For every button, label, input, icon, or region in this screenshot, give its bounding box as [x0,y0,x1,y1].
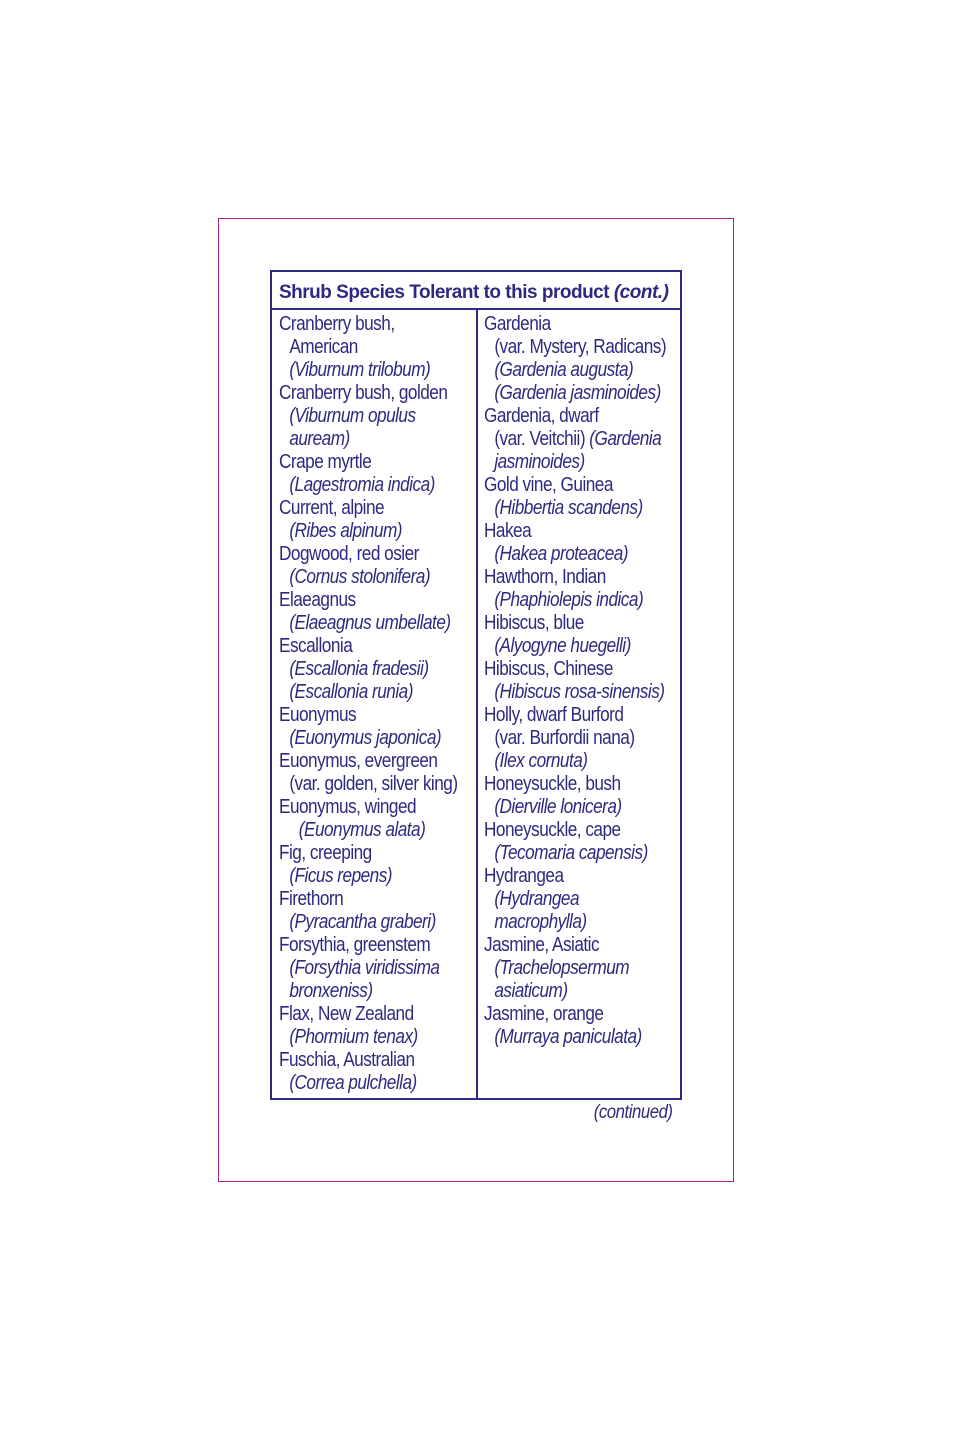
species-line-text: Euonymus, evergreen [279,750,438,772]
species-line-text: (Euonymus japonica) [289,727,442,749]
species-line-text: (Hibbertia scandens) [494,497,643,519]
species-line [279,704,448,727]
species-line-italic-text: (Gardenia [589,428,662,450]
species-line [279,336,448,359]
species-line [279,934,448,957]
table-header [272,272,680,310]
table-title-suffix: (cont.) [613,282,669,303]
species-line-text: Jasmine, orange [484,1003,604,1025]
species-line [484,750,653,773]
species-line-text: Forsythia, greenstem [279,934,431,956]
species-line [484,1003,653,1026]
species-line-text: macrophylla) [494,911,587,933]
species-line-text: (var. Burfordii nana) [494,727,635,749]
species-line-text: (var. Veitchii) [494,428,590,450]
species-line [279,957,448,980]
species-line [484,819,653,842]
species-line [484,497,653,520]
species-line [484,589,653,612]
species-line-text: (var. golden, silver king) [289,773,458,795]
species-line [484,635,653,658]
species-line-text: (Cornus stolonifera) [289,566,431,588]
species-line-text: asiaticum) [494,980,568,1002]
species-line [484,566,653,589]
species-line-text: (var. Mystery, Radicans) [494,336,667,358]
species-line [484,382,661,405]
species-line-text: Euonymus, winged [279,796,417,818]
species-line-text: (Hydrangea [494,888,580,910]
species-line [279,543,448,566]
species-line [484,842,653,865]
species-line [279,750,448,773]
species-line [279,819,448,842]
species-line-text: (Euonymus alata) [298,819,426,841]
species-line [484,451,653,474]
species-line-text: Elaeagnus [279,589,356,611]
species-line [484,727,653,750]
species-line-text: (Phormium tenax) [289,1026,418,1048]
species-line [279,382,448,405]
species-line-text: Hibiscus, blue [484,612,584,634]
column-divider [476,310,478,1098]
table-body [272,310,680,1098]
species-line-text: Holly, dwarf Burford [484,704,624,726]
species-line-text: (Ficus repens) [289,865,393,887]
species-line-text: (Correa pulchella) [289,1072,417,1094]
species-line [484,980,653,1003]
species-line-text: (Escallonia fradesii) [289,658,429,680]
species-line [279,405,448,428]
species-line [279,980,448,1003]
species-line [484,796,653,819]
species-line-text: (Ribes alpinum) [289,520,403,542]
species-line-text: Honeysuckle, cape [484,819,621,841]
species-line-text: (Gardenia jasminoides) [494,382,661,404]
species-line-text: Firethorn [279,888,344,910]
species-line [279,497,448,520]
species-line [279,589,448,612]
species-line [279,313,448,336]
species-line-text: Fuschia, Australian [279,1049,415,1071]
species-line [279,773,458,796]
species-line [484,888,653,911]
species-line-text: Gardenia [484,313,551,335]
table-title: Shrub Species Tolerant to this product [279,282,610,303]
species-line-text: (Viburnum opulus [289,405,416,427]
species-line-text: Cranberry bush, golden [279,382,448,404]
species-line [279,796,448,819]
species-line-text: Gold vine, Guinea [484,474,613,496]
species-line [279,566,448,589]
species-line-text: Flax, New Zealand [279,1003,414,1025]
species-line-text: (Ilex cornuta) [494,750,588,772]
species-line-text: auream) [289,428,350,450]
right-column [484,313,680,1049]
species-line [484,428,662,451]
species-line-text: (Tecomaria capensis) [494,842,648,864]
species-line [279,1072,448,1095]
species-line-text: Honeysuckle, bush [484,773,621,795]
species-line-text: (Alyogyne huegelli) [494,635,631,657]
species-line-text: (Forsythia viridissima [289,957,440,979]
species-line-text: (Viburnum trilobum) [289,359,431,381]
species-line [279,1003,448,1026]
species-line-text: (Pyracantha graberi) [289,911,436,933]
species-line [484,704,653,727]
species-line-text: (Gardenia augusta) [494,359,634,381]
species-line-text: (Dierville lonicera) [494,796,622,818]
species-line [279,520,448,543]
species-line-text: (Lagestromia indica) [289,474,435,496]
species-line [279,451,448,474]
species-line-text: (Elaeagnus umbellate) [289,612,451,634]
species-line [279,1026,448,1049]
species-line-text: Euonymus [279,704,357,726]
species-line-text: (Murraya paniculata) [494,1026,642,1048]
species-line-text: jasminoides) [494,451,585,473]
species-line-text: Fig, creeping [279,842,372,864]
species-line [484,543,653,566]
species-line [484,681,665,704]
species-line-text: Current, alpine [279,497,385,519]
species-line [279,842,448,865]
species-line [279,658,448,681]
species-table [270,270,682,1100]
left-column [279,313,475,1095]
continued-note: (continued) [594,1102,673,1123]
species-line [279,428,448,451]
species-line [279,865,448,888]
species-line [484,474,653,497]
species-line-text: Cranberry bush, [279,313,395,335]
species-line [484,359,653,382]
species-line [484,612,653,635]
species-line [484,911,653,934]
species-line-text: Hydrangea [484,865,564,887]
species-line [484,957,653,980]
species-line [279,888,448,911]
species-line-text: Gardenia, dwarf [484,405,599,427]
species-line [484,313,653,336]
species-line [279,359,448,382]
species-line [484,773,653,796]
species-line [484,520,653,543]
species-line [279,635,448,658]
species-line-text: (Hibiscus rosa-sinensis) [494,681,665,703]
species-line-text: (Phaphiolepis indica) [494,589,644,611]
species-line-text: (Trachelopsermum [494,957,630,979]
species-line [484,336,667,359]
species-line [279,727,448,750]
species-line-text: bronxeniss) [289,980,373,1002]
species-line [484,658,653,681]
species-line-text: Hawthorn, Indian [484,566,606,588]
species-line-text: Hakea [484,520,532,542]
species-line-text: (Escallonia runia) [289,681,413,703]
species-line [484,1026,653,1049]
species-line [279,681,448,704]
species-line-text: Escallonia [279,635,353,657]
species-line [279,612,451,635]
species-line [484,865,653,888]
species-line-text: American [289,336,358,358]
species-line-text: Dogwood, red osier [279,543,419,565]
species-line [484,934,653,957]
species-line [279,1049,448,1072]
species-line [279,911,448,934]
species-line [484,405,653,428]
species-line-text: Hibiscus, Chinese [484,658,613,680]
species-line-text: (Hakea proteacea) [494,543,629,565]
species-line [279,474,448,497]
species-line-text: Crape myrtle [279,451,372,473]
species-line-text: Jasmine, Asiatic [484,934,600,956]
